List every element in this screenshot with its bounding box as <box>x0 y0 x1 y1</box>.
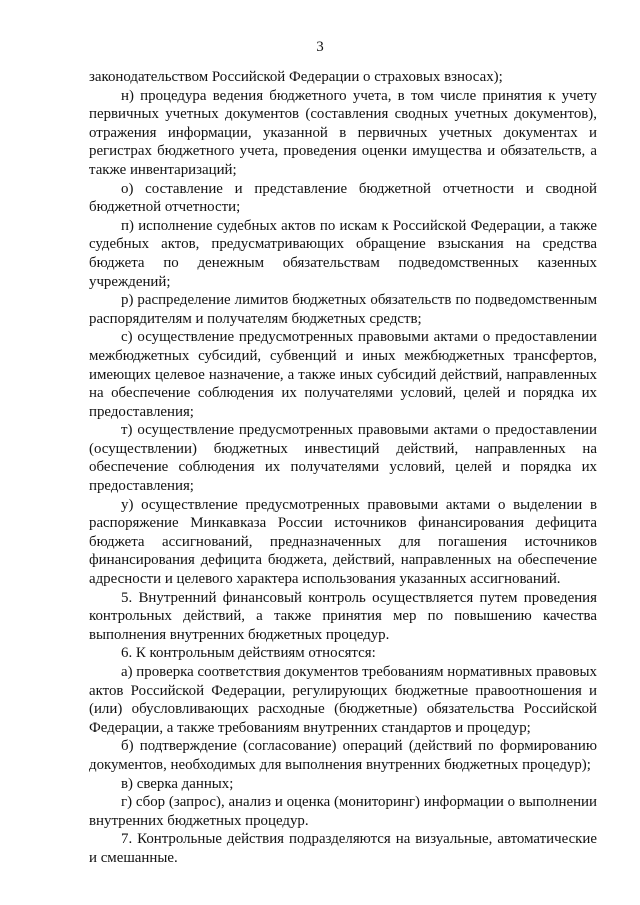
paragraph-item-p: п) исполнение судебных актов по искам к Российской Федерации, а также судебных актов, предусматривающих обращение взыскания на средства бюджета по денежным обязательствам подведомственных казенных учреждений; <box>89 217 597 290</box>
paragraph-section-7: 7. Контрольные действия подразделяются на визуальные, автоматические и смешанные. <box>89 831 597 866</box>
paragraph-item-o: о) составление и представление бюджетной отчетности и сводной бюджетной отчетности; <box>89 180 597 216</box>
paragraph-continuation: законодательством Российской Федерации о страховых взносах); <box>89 69 503 85</box>
paragraph-item-g: г) сбор (запрос), анализ и оценка (мониторинг) информации о выполнении внутренних бюджетных процедур. <box>89 794 597 829</box>
paragraph-item-u: у) осуществление предусмотренных правовыми актами о выделении в распоряжение Минкавказа России источников финансирования дефицита бюджета ассигнований, предназначенных для погашения источников финансирования дефицита бюджета, действий, направленных на обеспечение адресности и целевого характера использования указанных ассигнований. <box>89 496 597 588</box>
paragraph-item-b: б) подтверждение (согласование) операций (действий по формированию документов, необходимых для выполнения внутренних бюджетных процедур); <box>89 738 597 773</box>
paragraph-item-n: н) процедура ведения бюджетного учета, в том числе принятия к учету первичных учетных документов (составления сводных учетных документов), отражения информации, указанной в первичных учетных документах и регистрах бюджетного учета, проведения оценки имущества и обязательств, а также инвентаризаций; <box>89 87 597 178</box>
paragraph-section-5: 5. Внутренний финансовый контроль осуществляется путем проведения контрольных действий, а также принятия мер по повышению качества выполнения внутренних бюджетных процедур. <box>89 589 597 643</box>
paragraph-item-r: р) распределение лимитов бюджетных обязательств по подведомственным распорядителям и получателям бюджетных средств; <box>89 292 597 327</box>
document-body <box>89 68 597 868</box>
paragraph-item-v: в) сверка данных; <box>121 775 234 792</box>
paragraph-item-a: а) проверка соответствия документов требованиям нормативных правовых актов Российской Федерации, регулирующих бюджетные правоотношения и (или) обусловливающих расходные (бюджетные) обязательства Российской Федерации, а также требованиям внутренних стандартов и процедур; <box>89 664 597 736</box>
paragraph-item-t: т) осуществление предусмотренных правовыми актами о предоставлении (осуществлении) бюджетных инвестиций действий, направленных на обеспечение соблюдения их получателями условий, целей и порядка их предоставления; <box>89 422 597 495</box>
paragraph-item-s: с) осуществление предусмотренных правовыми актами о предоставлении межбюджетных субсидий, субвенций и иных межбюджетных трансфертов, имеющих целевое назначение, а также иных субсидий действий, направленных на обеспечение соблюдения их получателями условий, целей и порядка их предоставления; <box>89 329 597 420</box>
paragraph-section-6: 6. К контрольным действиям относятся: <box>121 645 376 662</box>
page-number: 3 <box>316 39 324 55</box>
